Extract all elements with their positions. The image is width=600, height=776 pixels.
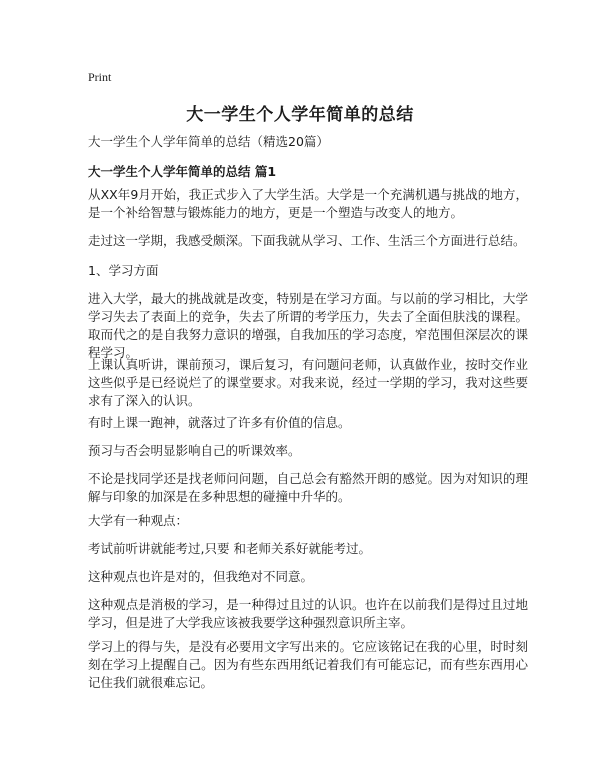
paragraph: 有时上课一跑神，就落过了许多有价值的信息。 <box>88 415 351 430</box>
paragraph: 这种观点也许是对的，但我绝对不同意。 <box>88 569 314 584</box>
paragraph: 进入大学，最大的挑战就是改变，特别是在学习方面。与以前的学习相比，大学学习失去了表面上的竞争，失去了所谓的考学压力，失去了全面但肤浅的课程。取而代之的是自我努力意识的增强，自我加压的学习态度，窄范围但深层次的课程学习。 <box>88 291 528 360</box>
paragraph: 预习与否会明显影响自己的听课效率。 <box>88 443 301 458</box>
paragraph: 学习上的得与失，是没有必要用文字写出来的。它应该铭记在我的心里，时时刻刻在学习上提醒自己。因为有些东西用纸记着我们有可能忘记，而有些东西用心记住我们就很难忘记。 <box>88 639 528 690</box>
document-title: 大一学生个人学年简单的总结 <box>186 105 414 125</box>
paragraph-heading: 1、学习方面 <box>88 263 159 278</box>
paragraph: 不论是找同学还是找老师问问题，自己总会有豁然开朗的感觉。因为对知识的理解与印象的加深是在多种思想的碰撞中升华的。 <box>88 471 528 504</box>
paragraph: 考试前听讲就能考过,只要 和老师关系好就能考过。 <box>88 541 371 556</box>
print-link[interactable]: Print <box>88 70 112 84</box>
document-subtitle: 大一学生个人学年简单的总结（精选20篇） <box>88 134 329 149</box>
paragraph: 从XX年9月开始，我正式步入了大学生活。大学是一个充满机遇与挑战的地方，是一个补给智慧与锻炼能力的地方，更是一个塑造与改变人的地方。 <box>88 187 528 220</box>
paragraph: 上课认真听讲，课前预习，课后复习，有问题问老师，认真做作业，按时交作业这些似乎是已经说烂了的课堂要求。对我来说，经过一学期的学习，我对这些要求有了深入的认识。 <box>88 357 528 408</box>
paragraph: 这种观点是消极的学习，是一种得过且过的认识。也许在以前我们是得过且过地学习，但是进了大学我应该被我要学这种强烈意识所主宰。 <box>88 597 528 630</box>
section-heading: 大一学生个人学年简单的总结 篇1 <box>88 164 277 179</box>
paragraph: 大学有一种观点： <box>88 513 189 528</box>
paragraph: 走过这一学期，我感受颇深。下面我就从学习、工作、生活三个方面进行总结。 <box>88 233 526 248</box>
